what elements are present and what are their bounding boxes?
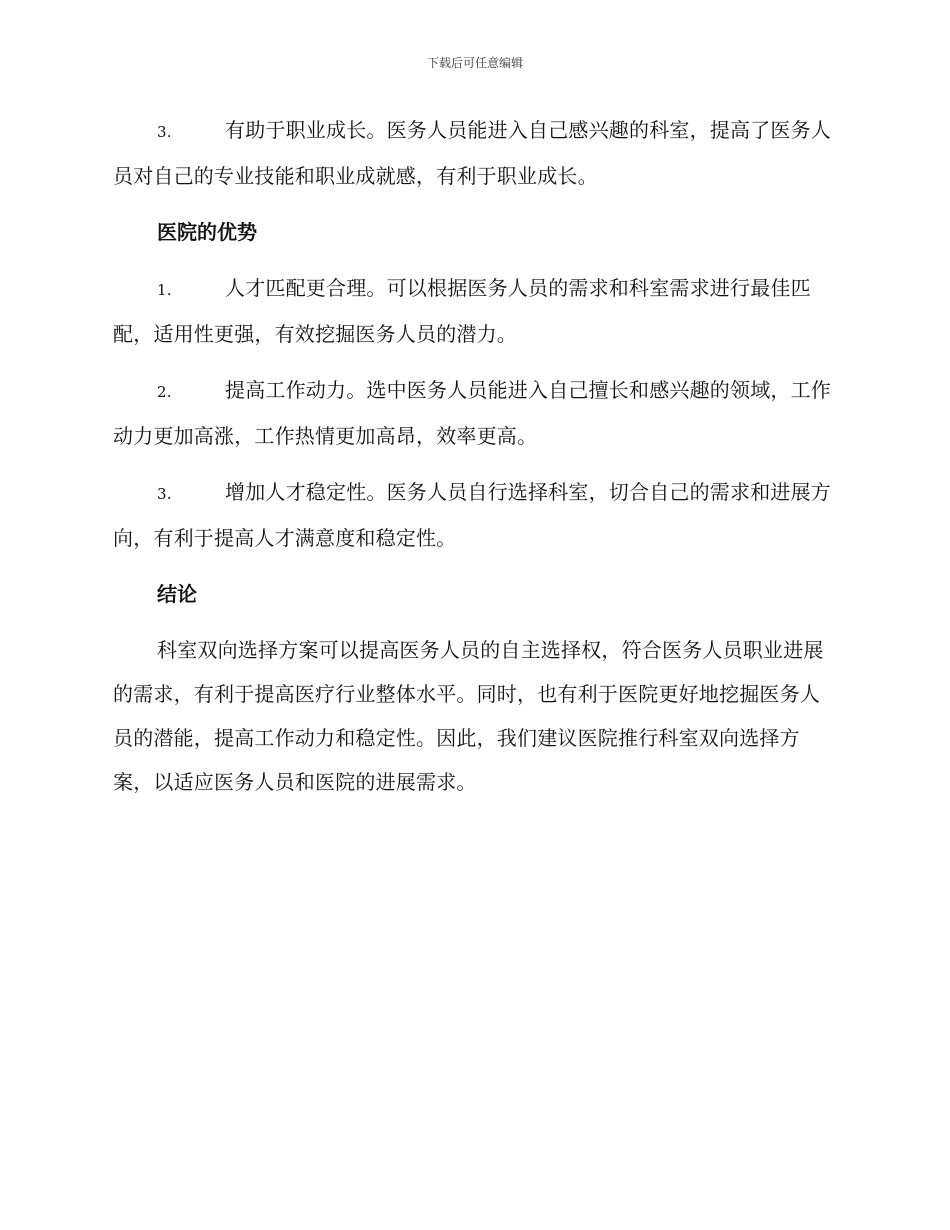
section-heading-conclusion: 结论 <box>157 582 197 606</box>
document-body <box>113 108 835 816</box>
item-number: 1. <box>157 281 172 299</box>
item-number: 3. <box>157 123 172 141</box>
numbered-item-talent-matching <box>113 266 835 356</box>
numbered-item-work-motivation <box>113 368 835 458</box>
item-text: 提高工作动力。选中医务人员能进入自己擅长和感兴趣的领域，工作动力更加高涨，工作热情更加高昂，效率更高。 <box>113 378 831 448</box>
conclusion-paragraph: 科室双向选择方案可以提高医务人员的自主选择权，符合医务人员职业进展的需求，有利于提高医疗行业整体水平。同时，也有利于医院更好地挖掘医务人员的潜能，提高工作动力和稳定性。因此，我们建议医院推行科室双向选择方案，以适应医务人员和医院的进展需求。 <box>113 638 824 794</box>
numbered-item-talent-stability <box>113 470 835 560</box>
item-text: 人才匹配更合理。可以根据医务人员的需求和科室需求进行最佳匹配，适用性更强，有效挖掘医务人员的潜力。 <box>113 276 811 346</box>
section-heading-hospital-advantages: 医院的优势 <box>157 220 257 244</box>
item-text: 有助于职业成长。医务人员能进入自己感兴趣的科室，提高了医务人员对自己的专业技能和职业成就感，有利于职业成长。 <box>113 118 831 188</box>
page-header: 下载后可任意编辑 <box>426 56 523 70</box>
item-number: 2. <box>157 383 172 401</box>
numbered-item-career-growth <box>113 108 835 198</box>
item-text: 增加人才稳定性。医务人员自行选择科室，切合自己的需求和进展方向，有利于提高人才满意度和稳定性。 <box>113 480 831 550</box>
item-number: 3. <box>157 485 172 503</box>
